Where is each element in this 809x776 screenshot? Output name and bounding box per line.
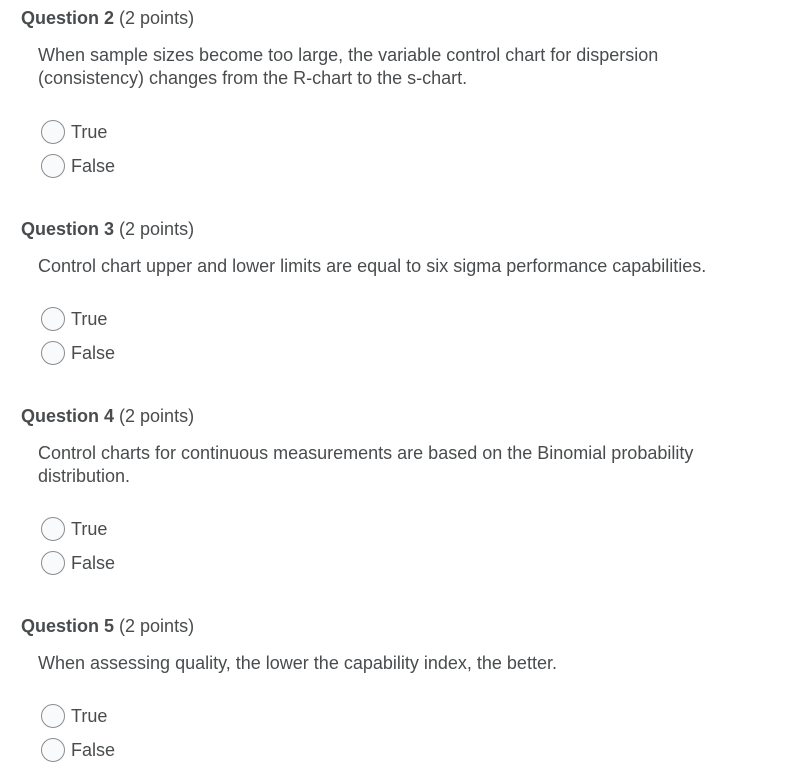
option-label: True xyxy=(71,518,108,539)
option-false[interactable] xyxy=(41,340,115,366)
option-false[interactable] xyxy=(41,737,115,763)
option-false[interactable] xyxy=(41,153,115,179)
option-label: True xyxy=(71,308,108,329)
question-text-line: When sample sizes become too large, the variable control chart for dispersion xyxy=(38,45,659,65)
question-number: Question 2 xyxy=(21,8,115,28)
radio-button[interactable] xyxy=(41,738,65,762)
radio-button[interactable] xyxy=(41,704,65,728)
question-text xyxy=(38,442,758,488)
question-number: Question 4 xyxy=(21,406,115,426)
radio-button[interactable] xyxy=(41,341,65,365)
option-false[interactable] xyxy=(41,550,115,576)
question-text-line: distribution. xyxy=(38,466,131,486)
option-true[interactable] xyxy=(41,703,107,729)
option-label: True xyxy=(71,121,108,142)
question-text xyxy=(38,255,758,278)
radio-button[interactable] xyxy=(41,551,65,575)
option-true[interactable] xyxy=(41,306,107,332)
question-text-line: When assessing quality, the lower the capability index, the better. xyxy=(38,653,557,673)
question-points: (2 points) xyxy=(119,219,195,239)
radio-button[interactable] xyxy=(41,154,65,178)
option-label: False xyxy=(71,739,116,760)
question-text-line: (consistency) changes from the R-chart to the s-chart. xyxy=(38,68,468,88)
question-title xyxy=(21,406,194,427)
question-title xyxy=(21,616,194,637)
option-label: True xyxy=(71,705,108,726)
radio-button[interactable] xyxy=(41,120,65,144)
radio-button[interactable] xyxy=(41,307,65,331)
question-points: (2 points) xyxy=(119,8,195,28)
radio-button[interactable] xyxy=(41,517,65,541)
option-label: False xyxy=(71,342,116,363)
question-text xyxy=(38,652,758,675)
option-true[interactable] xyxy=(41,119,107,145)
option-label: False xyxy=(71,155,116,176)
question-title xyxy=(21,219,194,240)
question-text-line: Control chart upper and lower limits are equal to six sigma performance capabilities. xyxy=(38,256,707,276)
option-true[interactable] xyxy=(41,516,107,542)
question-number: Question 3 xyxy=(21,219,115,239)
question-points: (2 points) xyxy=(119,406,195,426)
question-number: Question 5 xyxy=(21,616,115,636)
question-text xyxy=(38,44,758,90)
option-label: False xyxy=(71,552,116,573)
question-title xyxy=(21,8,194,29)
question-text-line: Control charts for continuous measurements are based on the Binomial probability xyxy=(38,443,694,463)
question-points: (2 points) xyxy=(119,616,195,636)
